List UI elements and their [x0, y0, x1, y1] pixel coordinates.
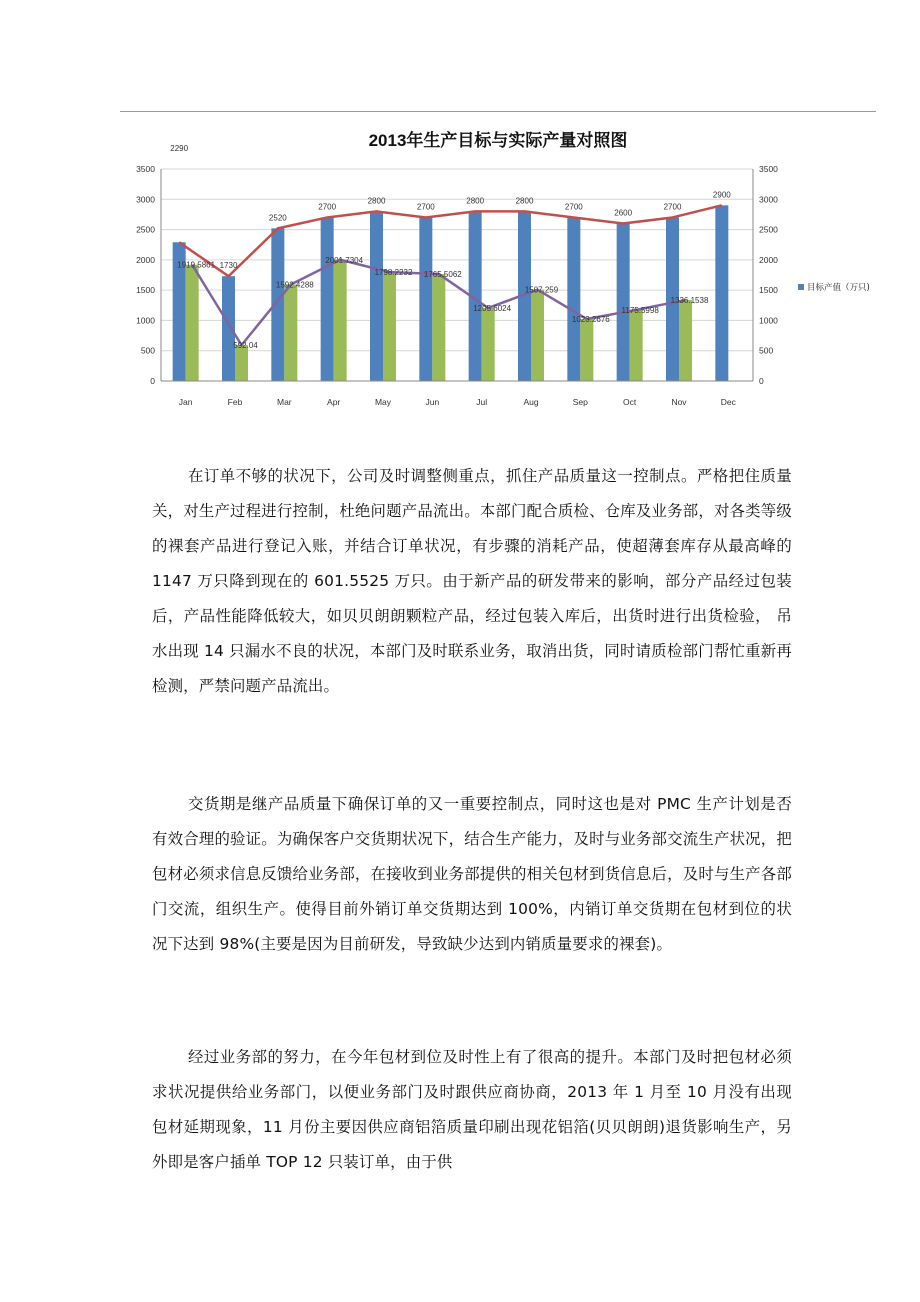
data-label: 2800 — [515, 196, 534, 206]
data-label: 2800 — [367, 196, 386, 206]
bar — [580, 319, 593, 381]
y-tick-label-left: 1500 — [136, 285, 155, 296]
y-tick-label-left: 3500 — [136, 164, 155, 174]
data-label: 2800 — [466, 196, 485, 206]
data-label: 1730 — [219, 261, 238, 271]
data-label: 1507.259 — [524, 285, 559, 295]
x-tick-label: Feb — [227, 397, 243, 407]
paragraph-packaging: 经过业务部的努力，在今年包材到位及时性上有了很高的提升。本部门及时把包材必须求状况提供给业务部门，以便业务部门及时跟供应商协商，2013 年 1 月至 10 月没有出现包材延期现象，11 月份主要因供应商铝箔质量印刷出现花铝箔(贝贝朗朗)退货影响生产，另外即是客户插单 TOP 12 只装订单，由于供 — [152, 1048, 792, 1171]
y-tick-label-right: 3000 — [759, 194, 778, 205]
data-label: 2290 — [170, 144, 189, 153]
y-tick-label-left: 3000 — [136, 194, 155, 205]
data-label: 1336.1538 — [670, 296, 709, 306]
bar — [370, 211, 383, 381]
bar — [222, 276, 235, 381]
data-label: 1023.2676 — [571, 315, 610, 325]
bar — [567, 217, 580, 381]
y-tick-label-left: 0 — [150, 376, 155, 386]
data-label: 2700 — [663, 202, 682, 212]
x-tick-label: Apr — [327, 397, 341, 407]
y-tick-label-right: 0 — [759, 376, 764, 386]
x-tick-label: Mar — [277, 397, 292, 407]
bar — [321, 217, 334, 381]
chart-title: 2013年生产目标与实际产量对照图 — [368, 131, 628, 150]
x-tick-label: Jul — [476, 397, 488, 407]
legend-swatch — [798, 284, 804, 290]
x-tick-label: Dec — [720, 397, 736, 407]
bar — [679, 300, 692, 381]
paragraph-delivery: 交货期是继产品质量下确保订单的又一重要控制点，同时这也是对 PMC 生产计划是否有效合理的验证。为确保客户交货期状况下，结合生产能力，及时与业务部交流生产状况，把包材必须求信息反馈给业务部，在接收到业务部提供的相关包材到货信息后，及时与生产各部门交流，组织生产。使得目前外销订单交货期达到 100%，内销订单交货期在包材到位的状况下达到 98%(主要是因为目前研发，导致缺少达到内销质量要求的裸套)。 — [152, 795, 792, 953]
x-tick-label: Aug — [523, 397, 539, 407]
y-tick-label-right: 3500 — [759, 164, 778, 174]
bar — [284, 285, 297, 381]
paragraph-quality: 在订单不够的状况下，公司及时调整侧重点，抓住产品质量这一控制点。严格把住质量关，对生产过程进行控制，杜绝问题产品流出。本部门配合质检、仓库及业务部，对各类等级的裸套产品进行登记入账，并结合订单状况，有步骤的消耗产品，使超薄套库存从最高峰的 1147 万只降到现在的 601.5525 万只。由于新产品的研发带来的影响，部分产品经过包装后，产品性能降低较大，如贝贝朗朗颗粒产品，经过包装入库后，出货时进行出货检验， 吊水出现 14 只漏水不良的状况，本部门及时联系业务，取消出货，同时请质检部门帮忙重新再检测，严禁问题产品流出。 — [152, 467, 792, 695]
y-tick-label-left: 2500 — [136, 224, 155, 235]
bar — [630, 310, 643, 381]
x-tick-label: Oct — [623, 397, 637, 407]
bar — [617, 224, 630, 381]
bar — [432, 274, 445, 381]
bar — [715, 205, 728, 381]
y-tick-label-left: 500 — [140, 345, 155, 356]
data-label: 1205.6024 — [473, 303, 512, 313]
data-label: 2520 — [268, 213, 287, 223]
bar — [419, 217, 432, 381]
data-label: 1175.5998 — [621, 305, 659, 315]
bar — [383, 272, 396, 381]
x-tick-label: Jan — [178, 397, 193, 407]
y-tick-label-left: 2000 — [136, 254, 155, 265]
y-tick-label-right: 1000 — [759, 315, 778, 326]
header-rule — [120, 111, 876, 112]
data-label: 1765.5062 — [423, 270, 462, 280]
y-tick-label-right: 500 — [759, 345, 774, 356]
bar — [482, 308, 495, 381]
bar — [531, 290, 544, 381]
bar — [334, 260, 347, 381]
legend-label: 目标产值（万只) — [807, 283, 870, 293]
y-tick-label-right: 2500 — [759, 224, 778, 235]
x-tick-label: May — [374, 397, 392, 407]
data-label: 2001.7304 — [325, 255, 364, 265]
x-tick-label: Nov — [671, 397, 687, 407]
x-tick-label: Sep — [572, 397, 588, 407]
production-chart — [118, 118, 878, 418]
data-label: 1798.2232 — [374, 268, 413, 278]
data-label: 2700 — [416, 202, 435, 212]
y-tick-label-right: 1500 — [759, 285, 778, 296]
data-label: 2600 — [614, 208, 633, 218]
bar — [186, 265, 199, 381]
data-label: 2700 — [564, 202, 583, 212]
chart-canvas — [118, 118, 878, 418]
data-label: 1919.5861 — [177, 260, 216, 270]
data-label: 1592.4288 — [275, 280, 314, 290]
bar — [235, 345, 248, 381]
data-label: 2700 — [318, 202, 337, 212]
y-tick-label-right: 2000 — [759, 254, 778, 265]
chart-legend — [798, 282, 870, 293]
data-label: 2900 — [712, 190, 731, 200]
data-label: 592.04 — [233, 341, 258, 351]
y-tick-label-left: 1000 — [136, 315, 155, 326]
x-tick-label: Jun — [425, 397, 440, 407]
